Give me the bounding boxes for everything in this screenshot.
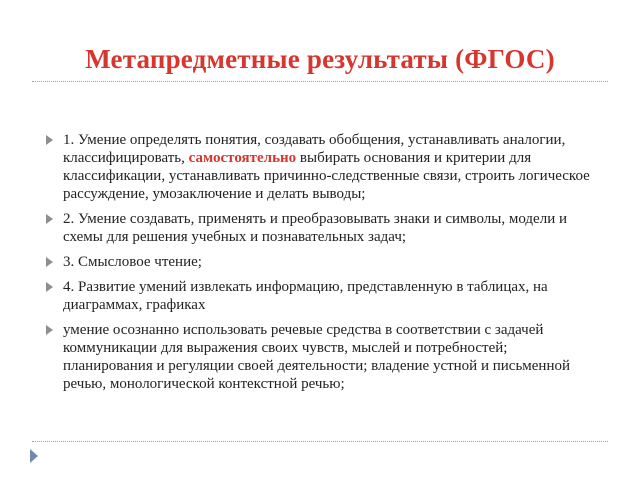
triangle-right-icon [46,257,53,267]
triangle-right-icon [46,325,53,335]
triangle-right-icon [46,135,53,145]
nav-triangle-icon[interactable] [30,449,38,463]
list-item [46,210,594,246]
list-item-text-end: выбирать основания и критерии для классификации, устанавливать причинно-следственные связи, строить логическое рассуждение, умозаключение и делать выводы; [63,150,590,202]
triangle-right-icon [46,282,53,292]
list-item-text-start: 1. Умение определять понятия, создавать обобщения, устанавливать аналогии, классифицировать, [63,132,566,166]
bullet-list [46,131,594,393]
list-item-text: 3. Смысловое чтение; [63,254,202,270]
list-item [46,253,594,271]
slide-title: Метапредметные результаты (ФГОС) [85,44,555,74]
list-item-text: умение осознанно использовать речевые средства в соответствии с задачей коммуникации для выражения своих чувств, мыслей и потребностей; планирования и регуляции своей деятельности; владение устной и письменной речью, монологической контекстной речью; [63,322,571,392]
list-item [46,131,594,203]
triangle-right-icon [46,214,53,224]
slide-content [46,131,594,400]
list-item [46,278,594,314]
list-item-text: 4. Развитие умений извлекать информацию, представленную в таблицах, на диаграммах, графиках [63,279,548,313]
footer-divider [32,441,608,442]
list-item [46,321,594,393]
highlight-word: самостоятельно [188,150,297,166]
title-divider [32,81,608,82]
list-item-text: 2. Умение создавать, применять и преобразовывать знаки и символы, модели и схемы для решения учебных и познавательных задач; [63,211,568,245]
